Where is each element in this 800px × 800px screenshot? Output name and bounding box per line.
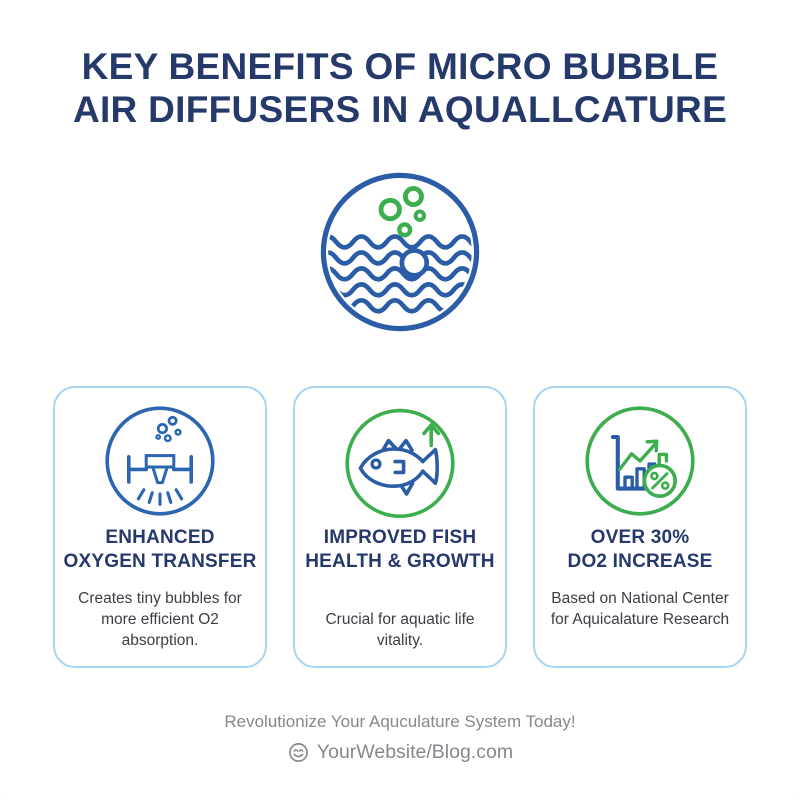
- page-title: [0, 0, 800, 132]
- smiley-icon: [287, 741, 310, 764]
- chart-increase-percent-icon: [580, 401, 700, 521]
- footer: [0, 712, 800, 764]
- card-title-line-2: DO2 INCREASE: [567, 551, 713, 573]
- card-enhanced-oxygen-transfer: [53, 386, 267, 668]
- water-waves-bubbles-icon: [316, 168, 484, 336]
- card-do2-increase: [533, 386, 747, 668]
- card-description: Crucial for aquatic life vitality.: [325, 611, 475, 650]
- card-title-line-1: IMPROVED FISH: [323, 526, 477, 548]
- card-title-line-2: OXYGEN TRANSFER: [63, 551, 257, 573]
- card-title-line-1: OVER 30%: [590, 526, 690, 548]
- footer-tagline: Revolutionize Your Aquculature System Today!: [224, 711, 576, 731]
- page-title-line-2: AIR DIFFUSERS IN AQUALLCATURE: [72, 88, 728, 130]
- card-title: [55, 526, 265, 575]
- card-description: Based on National Center for Aquicalature Research: [550, 590, 730, 629]
- card-title: [535, 526, 745, 575]
- website-text: YourWebsite/Blog.com: [316, 740, 514, 763]
- card-improved-fish-health: [293, 386, 507, 668]
- fish-growth-arrow-icon: [340, 401, 460, 521]
- page-title-line-1: KEY BENEFITS OF MICRO BUBBLE: [81, 46, 719, 87]
- footer-website: [0, 741, 800, 764]
- card-description: Creates tiny bubbles for more efficient O2 absorption.: [78, 590, 242, 649]
- card-title-line-1: ENHANCED: [105, 526, 215, 548]
- card-title-line-2: HEALTH & GROWTH: [305, 551, 495, 573]
- card-title: [295, 526, 505, 575]
- benefit-cards: [0, 386, 800, 668]
- diffuser-bubbles-icon: [100, 401, 220, 521]
